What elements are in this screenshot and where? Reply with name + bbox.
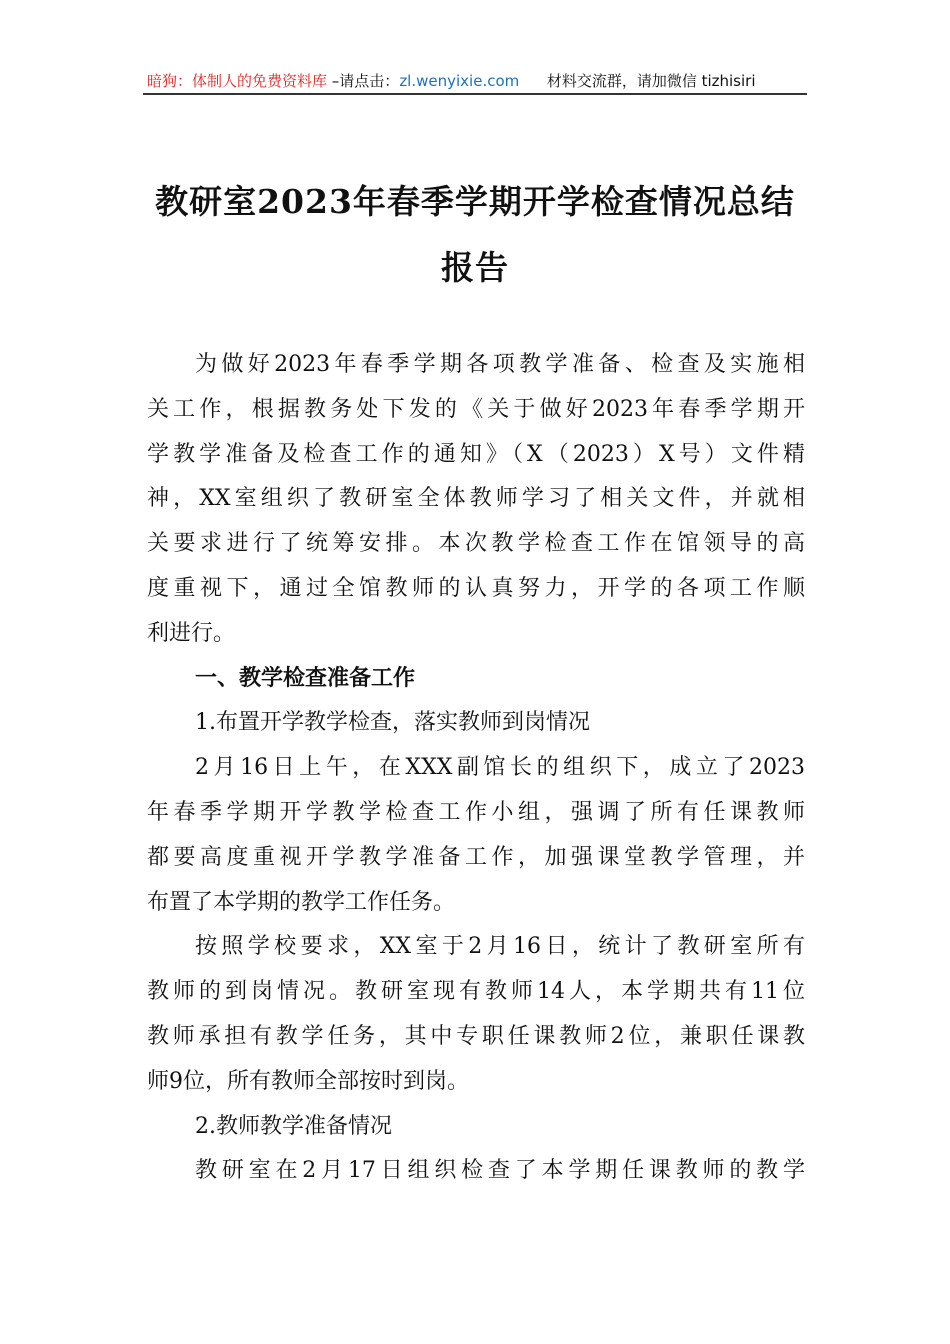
paragraph	[147, 1149, 805, 1194]
text-line: 布置了本学期的教学工作任务。	[147, 889, 456, 915]
text-line: 关要求进行了统筹安排。本次教学检查工作在馆领导的高	[147, 531, 805, 557]
text-line: 2月16日上午，在XXX副馆长的组织下，成立了2023	[195, 755, 805, 781]
paragraph	[147, 746, 805, 925]
paragraph	[147, 925, 805, 1104]
text-line: 师9位，所有教师全部按时到岗。	[147, 1068, 469, 1094]
text-line: 教研室在2月17日组织检查了本学期任课教师的教学	[195, 1158, 805, 1184]
paragraph	[147, 701, 805, 746]
promo-text: 暗狗：体制人的免费资料库	[147, 72, 328, 90]
paragraph	[147, 1105, 805, 1150]
document-title-line-1: 教研室2023年春季学期开学检查情况总结	[155, 182, 795, 221]
text-line: 年春季学期开学教学检查工作小组，强调了所有任课教师	[147, 799, 805, 825]
text-line: 神，XX室组织了教研室全体教师学习了相关文件，并就相	[147, 486, 805, 512]
site-link[interactable]: zl.wenyixie.com	[399, 72, 520, 90]
text-line: 为做好2023年春季学期各项教学准备、检查及实施相	[195, 352, 805, 377]
watermark-header	[147, 70, 805, 91]
text-line: 利进行。	[147, 620, 236, 646]
paragraph	[147, 343, 805, 657]
header-divider	[143, 93, 807, 95]
text-line: 关工作，根据教务处下发的《关于做好2023年春季学期开	[147, 396, 805, 422]
document-title-line-2: 报告	[441, 248, 509, 287]
text-line: 一、教学检查准备工作	[195, 665, 416, 691]
text-line: 1.布置开学教学检查，落实教师到岗情况	[195, 710, 590, 736]
text-line: 2.教师教学准备情况	[195, 1113, 392, 1139]
contact-text: 材料交流群，请加微信 tizhisiri	[546, 72, 756, 90]
text-line: 学教学准备及检查工作的通知》（X（2023）X号）文件精	[147, 441, 805, 467]
text-line: 教师承担有教学任务，其中专职任课教师2位，兼职任课教	[147, 1023, 805, 1049]
text-line: 按照学校要求，XX室于2月16日，统计了教研室所有	[195, 934, 805, 960]
section-heading	[147, 657, 805, 702]
text-line: 都要高度重视开学教学准备工作，加强课堂教学管理，并	[147, 844, 805, 870]
document-body	[147, 343, 805, 1194]
text-line: 度重视下，通过全馆教师的认真努力，开学的各项工作顺	[147, 575, 805, 601]
click-prompt: –请点击：	[331, 72, 400, 90]
text-line: 教师的到岗情况。教研室现有教师14人，本学期共有11位	[147, 979, 805, 1005]
